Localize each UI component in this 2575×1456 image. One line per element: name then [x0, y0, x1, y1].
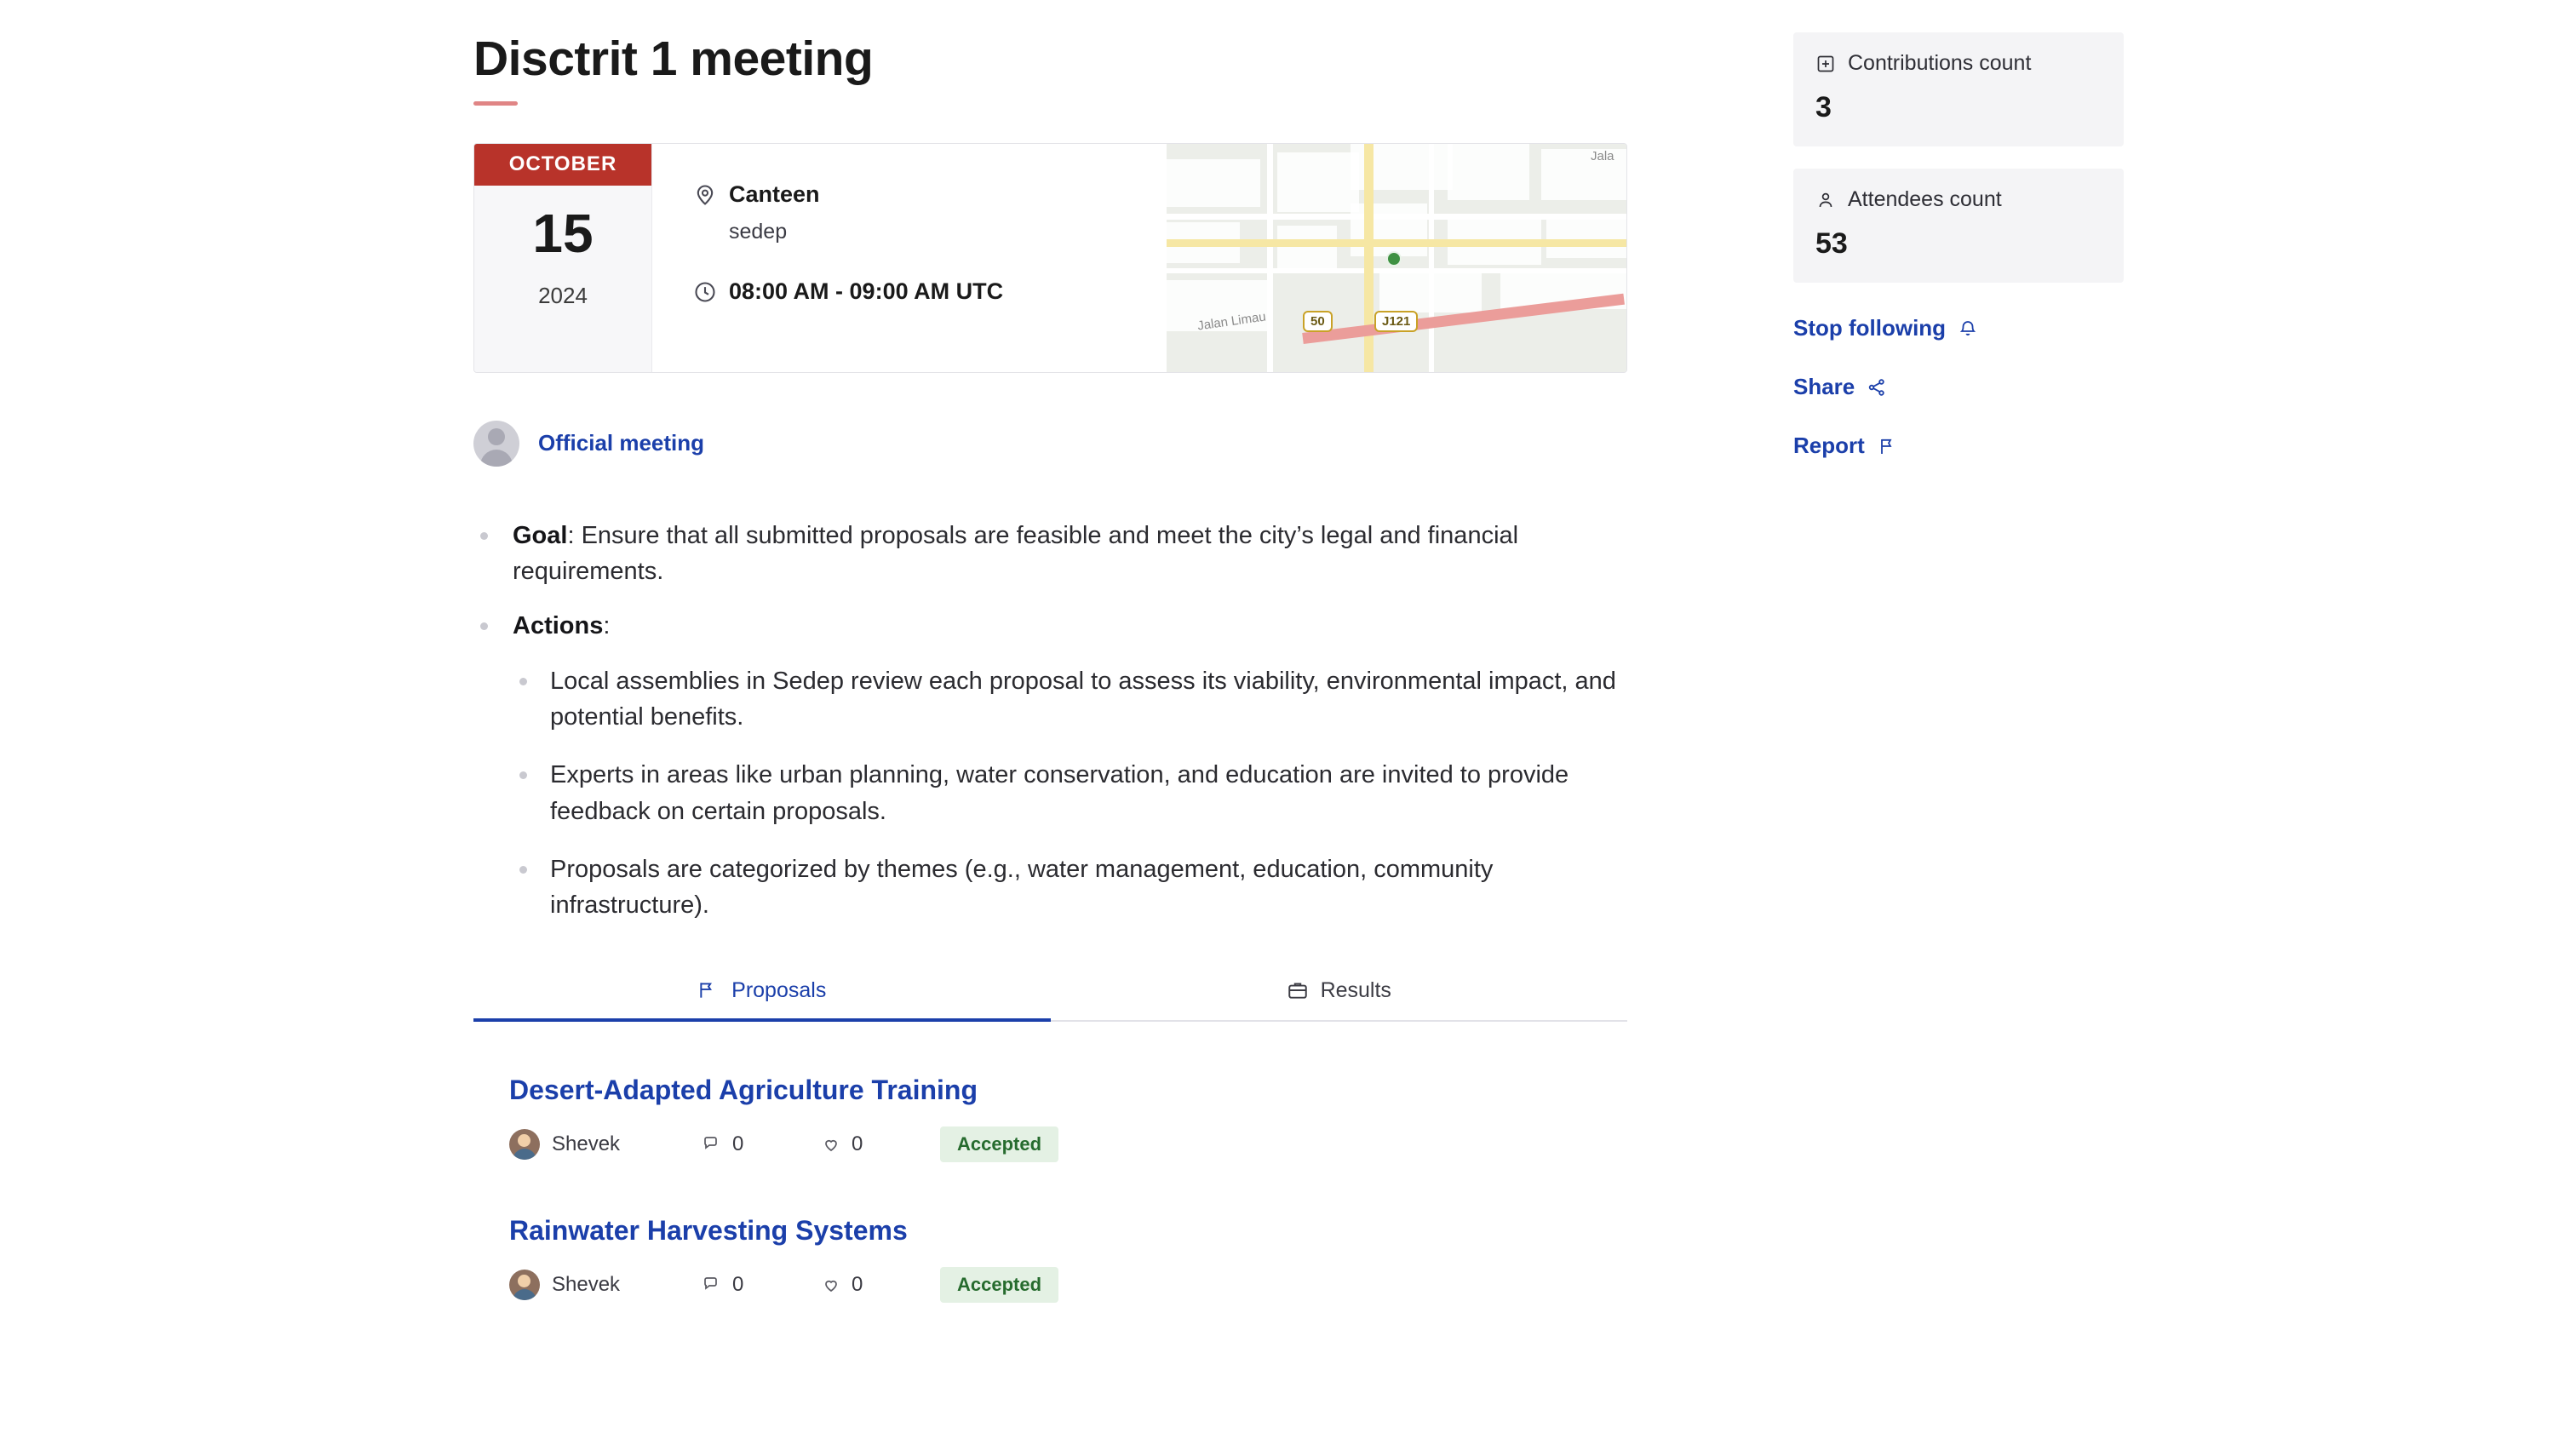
tab-results[interactable]	[1051, 963, 1628, 1020]
proposal-meta	[509, 1126, 1627, 1162]
endorsement-icon	[821, 1275, 841, 1295]
event-time-row	[693, 278, 1167, 305]
proposal-title[interactable]: Rainwater Harvesting Systems	[509, 1214, 908, 1246]
actions-label: Actions	[513, 612, 604, 640]
event-details	[652, 144, 1167, 372]
meeting-description	[473, 518, 1627, 924]
goal-text: : Ensure that all submitted proposals are feasible and meet the city’s legal and financial requirements.	[513, 521, 1519, 586]
endorsements-count	[821, 1132, 940, 1156]
attendees-icon	[1815, 190, 1836, 210]
avatar	[509, 1129, 540, 1160]
stat-label: Attendees count	[1848, 187, 2002, 211]
side-link-label: Share	[1793, 374, 1855, 399]
comments-count	[702, 1273, 821, 1297]
list-item	[473, 1075, 1627, 1162]
proposal-icon	[697, 979, 720, 1001]
avatar	[509, 1270, 540, 1300]
event-date-box	[474, 144, 652, 372]
stat-header	[1815, 187, 2102, 212]
list-item	[473, 608, 1627, 923]
stat-value: 53	[1815, 227, 1848, 260]
actions-text: :	[603, 612, 611, 640]
list-item: Proposals are categorized by themes (e.g., water management, education, community infrastructure).	[513, 851, 1627, 924]
tab-label: Proposals	[731, 977, 827, 1002]
stat-card-contributions	[1793, 32, 2124, 146]
proposal-author	[509, 1270, 702, 1300]
event-location-sub: sedep	[729, 219, 788, 244]
map-label-street-2: Jala	[1591, 148, 1614, 163]
event-month: OCTOBER	[474, 144, 651, 186]
location-pin-icon	[693, 183, 717, 207]
tab-proposals[interactable]	[473, 963, 1051, 1020]
author-name: Shevek	[552, 1132, 621, 1155]
side-link-label: Report	[1793, 433, 1865, 458]
comments-value: 0	[732, 1132, 744, 1155]
author-name: Shevek	[552, 1272, 621, 1296]
endorsements-value: 0	[852, 1272, 863, 1296]
author-row[interactable]	[473, 421, 1627, 467]
goal-label: Goal	[513, 521, 568, 549]
endorsements-value: 0	[852, 1132, 863, 1155]
event-day: 15	[532, 202, 594, 264]
event-year: 2024	[538, 282, 588, 308]
comment-icon	[702, 1134, 722, 1155]
event-card	[473, 143, 1627, 373]
proposal-meta	[509, 1267, 1627, 1303]
stat-card-attendees	[1793, 169, 2124, 283]
contributions-icon	[1815, 54, 1836, 74]
flag-icon	[1877, 436, 1897, 456]
stat-value: 3	[1815, 91, 1832, 123]
proposal-title[interactable]: Desert-Adapted Agriculture Training	[509, 1074, 978, 1105]
sidebar	[1793, 32, 2124, 459]
list-item	[473, 1215, 1627, 1303]
map-route-shield-1: 50	[1303, 311, 1333, 332]
proposal-author	[509, 1129, 702, 1160]
comment-icon	[702, 1275, 722, 1295]
event-map[interactable]	[1167, 144, 1626, 372]
map-location-marker	[1386, 251, 1402, 267]
bell-icon	[1958, 318, 1978, 339]
report-button[interactable]	[1793, 433, 2124, 459]
endorsements-count	[821, 1273, 940, 1297]
stat-label: Contributions count	[1848, 51, 2032, 75]
avatar	[473, 421, 519, 467]
results-icon	[1287, 979, 1309, 1001]
content-tabs	[473, 963, 1627, 1022]
share-button[interactable]	[1793, 374, 2124, 400]
event-location-row	[693, 181, 1167, 208]
author-name[interactable]: Official meeting	[538, 430, 705, 456]
stop-following-button[interactable]	[1793, 315, 2124, 341]
main-content	[473, 0, 1627, 1303]
status-badge: Accepted	[940, 1267, 1058, 1303]
page-title: Disctrit 1 meeting	[473, 32, 874, 86]
map-label-street: Jalan Limau	[1196, 309, 1267, 334]
endorsement-icon	[821, 1134, 841, 1155]
title-underline-rule	[473, 101, 518, 106]
list-item: Experts in areas like urban planning, water conservation, and education are invited to provide feedback on certain proposals.	[513, 757, 1627, 829]
description-list	[473, 518, 1627, 924]
list-item	[473, 518, 1627, 590]
list-item: Local assemblies in Sedep review each proposal to assess its viability, environmental impact, and potential benefits.	[513, 663, 1627, 736]
share-icon	[1867, 377, 1887, 398]
status-badge: Accepted	[940, 1126, 1058, 1162]
comments-value: 0	[732, 1272, 744, 1296]
tab-label: Results	[1320, 977, 1391, 1002]
clock-icon	[693, 280, 717, 304]
stat-header	[1815, 51, 2102, 76]
comments-count	[702, 1132, 821, 1156]
actions-sublist	[513, 663, 1627, 924]
side-link-label: Stop following	[1793, 315, 1947, 341]
event-location-name: Canteen	[729, 181, 820, 207]
map-route-shield-2: J121	[1374, 311, 1418, 332]
event-time: 08:00 AM - 09:00 AM UTC	[729, 278, 1004, 304]
